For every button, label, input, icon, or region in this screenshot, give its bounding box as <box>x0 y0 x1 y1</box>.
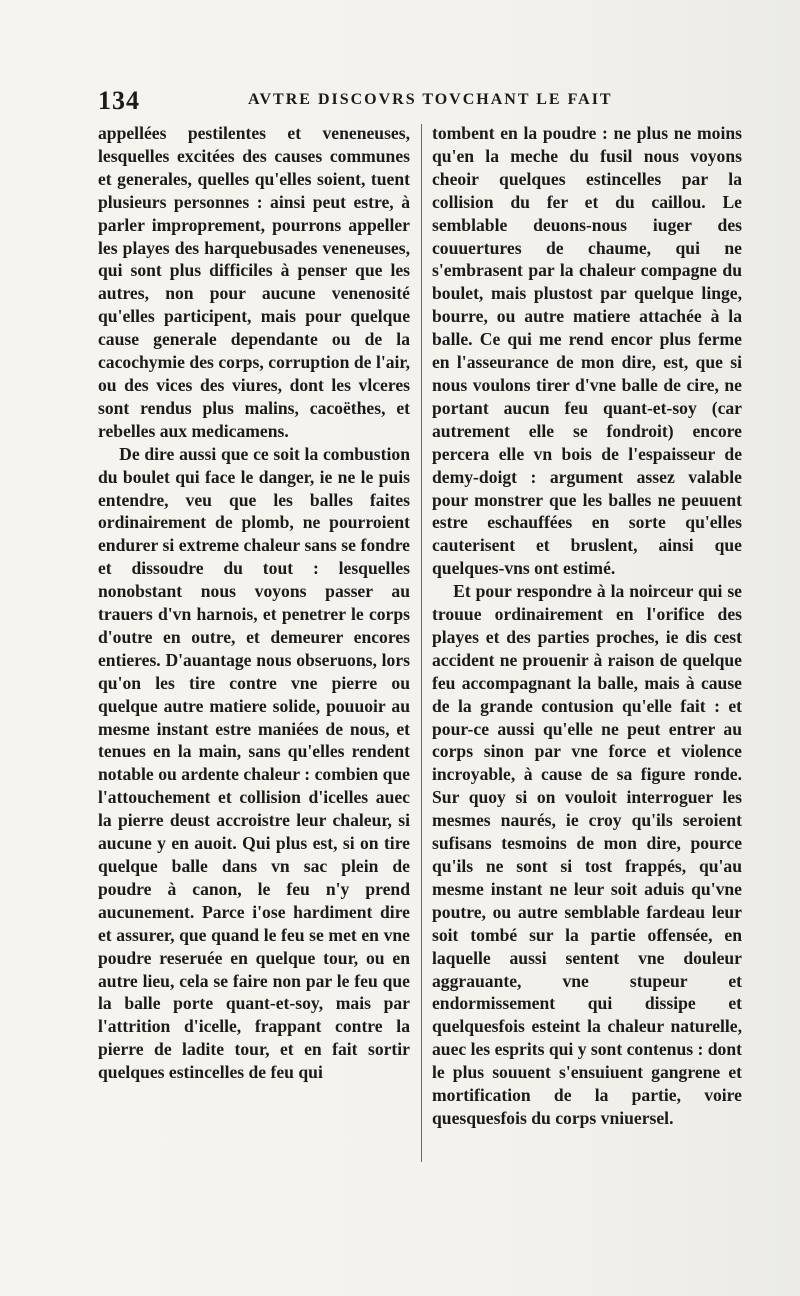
page-number: 134 <box>98 86 140 115</box>
paragraph: Et pour respondre à la noirceur qui se trouue ordinairement en l'orifice des playes et des parties proches, ie dis cest accident ne prouenir à raison de quelque feu accompagnant la balle, mais à cause de la grande contusion qu'elle fait : et pour-ce aussi qu'elle ne peut entrer au corps sinon par vne force et violence incroyable, à cause de sa figure ronde. Sur quoy si on vouloit interroguer les mesmes naurés, ie croy qu'ils seroient sufisans tesmoins de mon dire, pource qu'ils ne sont si tost frappés, qu'au mesme instant ne leur soit aduis qu'vne poutre, ou autre semblable fardeau leur soit tombé sur la partie offensée, en laquelle aussi sentent vne douleur aggrauante, vne stupeur et endormissement qui dissipe et quelquesfois esteint la chaleur naturelle, auec les esprits qui y sont contenus : dont le plus souuent s'ensuiuent gangrene et mortification de la partie, voire quesquesfois du corps vniuersel. <box>432 581 742 1128</box>
paragraph: tombent en la poudre : ne plus ne moins qu'en la meche du fusil nous voyons cheoir quelques estincelles par la collision du fer et du caillou. Le semblable deuons-nous iuger des couuertures de chaume, qui ne s'embrasent par la chaleur compagne du boulet, mais plustost par quelque linge, bourre, ou autre matiere attachée à la balle. Ce qui me rend encor plus ferme en l'asseurance de mon dire, est, que si nous voulons tirer d'vne balle de cire, ne portant aucun feu quant-et-soy (car autrement elle se fondroit) encore percera elle vn bois de l'espaisseur de demy-doigt : argument assez valable pour monstrer que les balles ne peuuent estre eschauffées en sorte qu'elles cauterisent et bruslent, ainsi que quelques-vns ont estimé. <box>432 123 742 579</box>
right-column <box>432 122 742 1130</box>
left-column <box>98 122 410 1084</box>
page-header <box>98 86 778 120</box>
running-title: AVTRE DISCOVRS TOVCHANT LE FAIT <box>248 91 613 108</box>
paragraph: De dire aussi que ce soit la combustion du boulet qui face le danger, ie ne le puis entendre, veu que les balles faites ordinairement de plomb, ne pourroient endurer si extreme chaleur sans se fondre et dissoudre du tout : lesquelles nonobstant nous voyons passer au trauers d'vn harnois, et penetrer le corps d'outre en outre, et demeurer encores entieres. D'auantage nous obseruons, lors qu'on les tire contre vne pierre ou quelque autre matiere solide, pouuoir au mesme instant estre maniées de nous, et tenues en la main, sans qu'elles rendent notable ou ardente chaleur : combien que l'attouchement et collision d'icelles auec la pierre deust accroistre leur chaleur, si aucune y en auoit. Qui plus est, si on tire quelque balle dans vn sac plein de poudre à canon, le feu n'y prend aucunement. Parce i'ose hardiment dire et assurer, que quand le feu se met en vne poudre reseruée en quelque tour, ou en autre lieu, cela se faire non par le feu que la balle porte quant-et-soy, mais par l'attrition d'icelle, frappant contre la pierre de ladite tour, et en fait sortir quelques estincelles de feu qui <box>98 443 410 1083</box>
column-divider <box>421 124 422 1162</box>
paragraph: appellées pestilentes et veneneuses, lesquelles excitées des causes communes et generales, quelles qu'elles soient, tuent plusieurs personnes : ainsi peut estre, à parler improprement, pourrons appeller les playes des harquebusades veneneuses, qui sont plus difficiles à penser que les autres, non pour aucune venenosité qu'elles participent, mais pour quelque cause generale dependante ou de la cacochymie des corps, corruption de l'air, ou des vices des viures, dont les vlceres sont rendus plus malins, cacoëthes, et rebelles aux medicamens. <box>98 123 410 441</box>
